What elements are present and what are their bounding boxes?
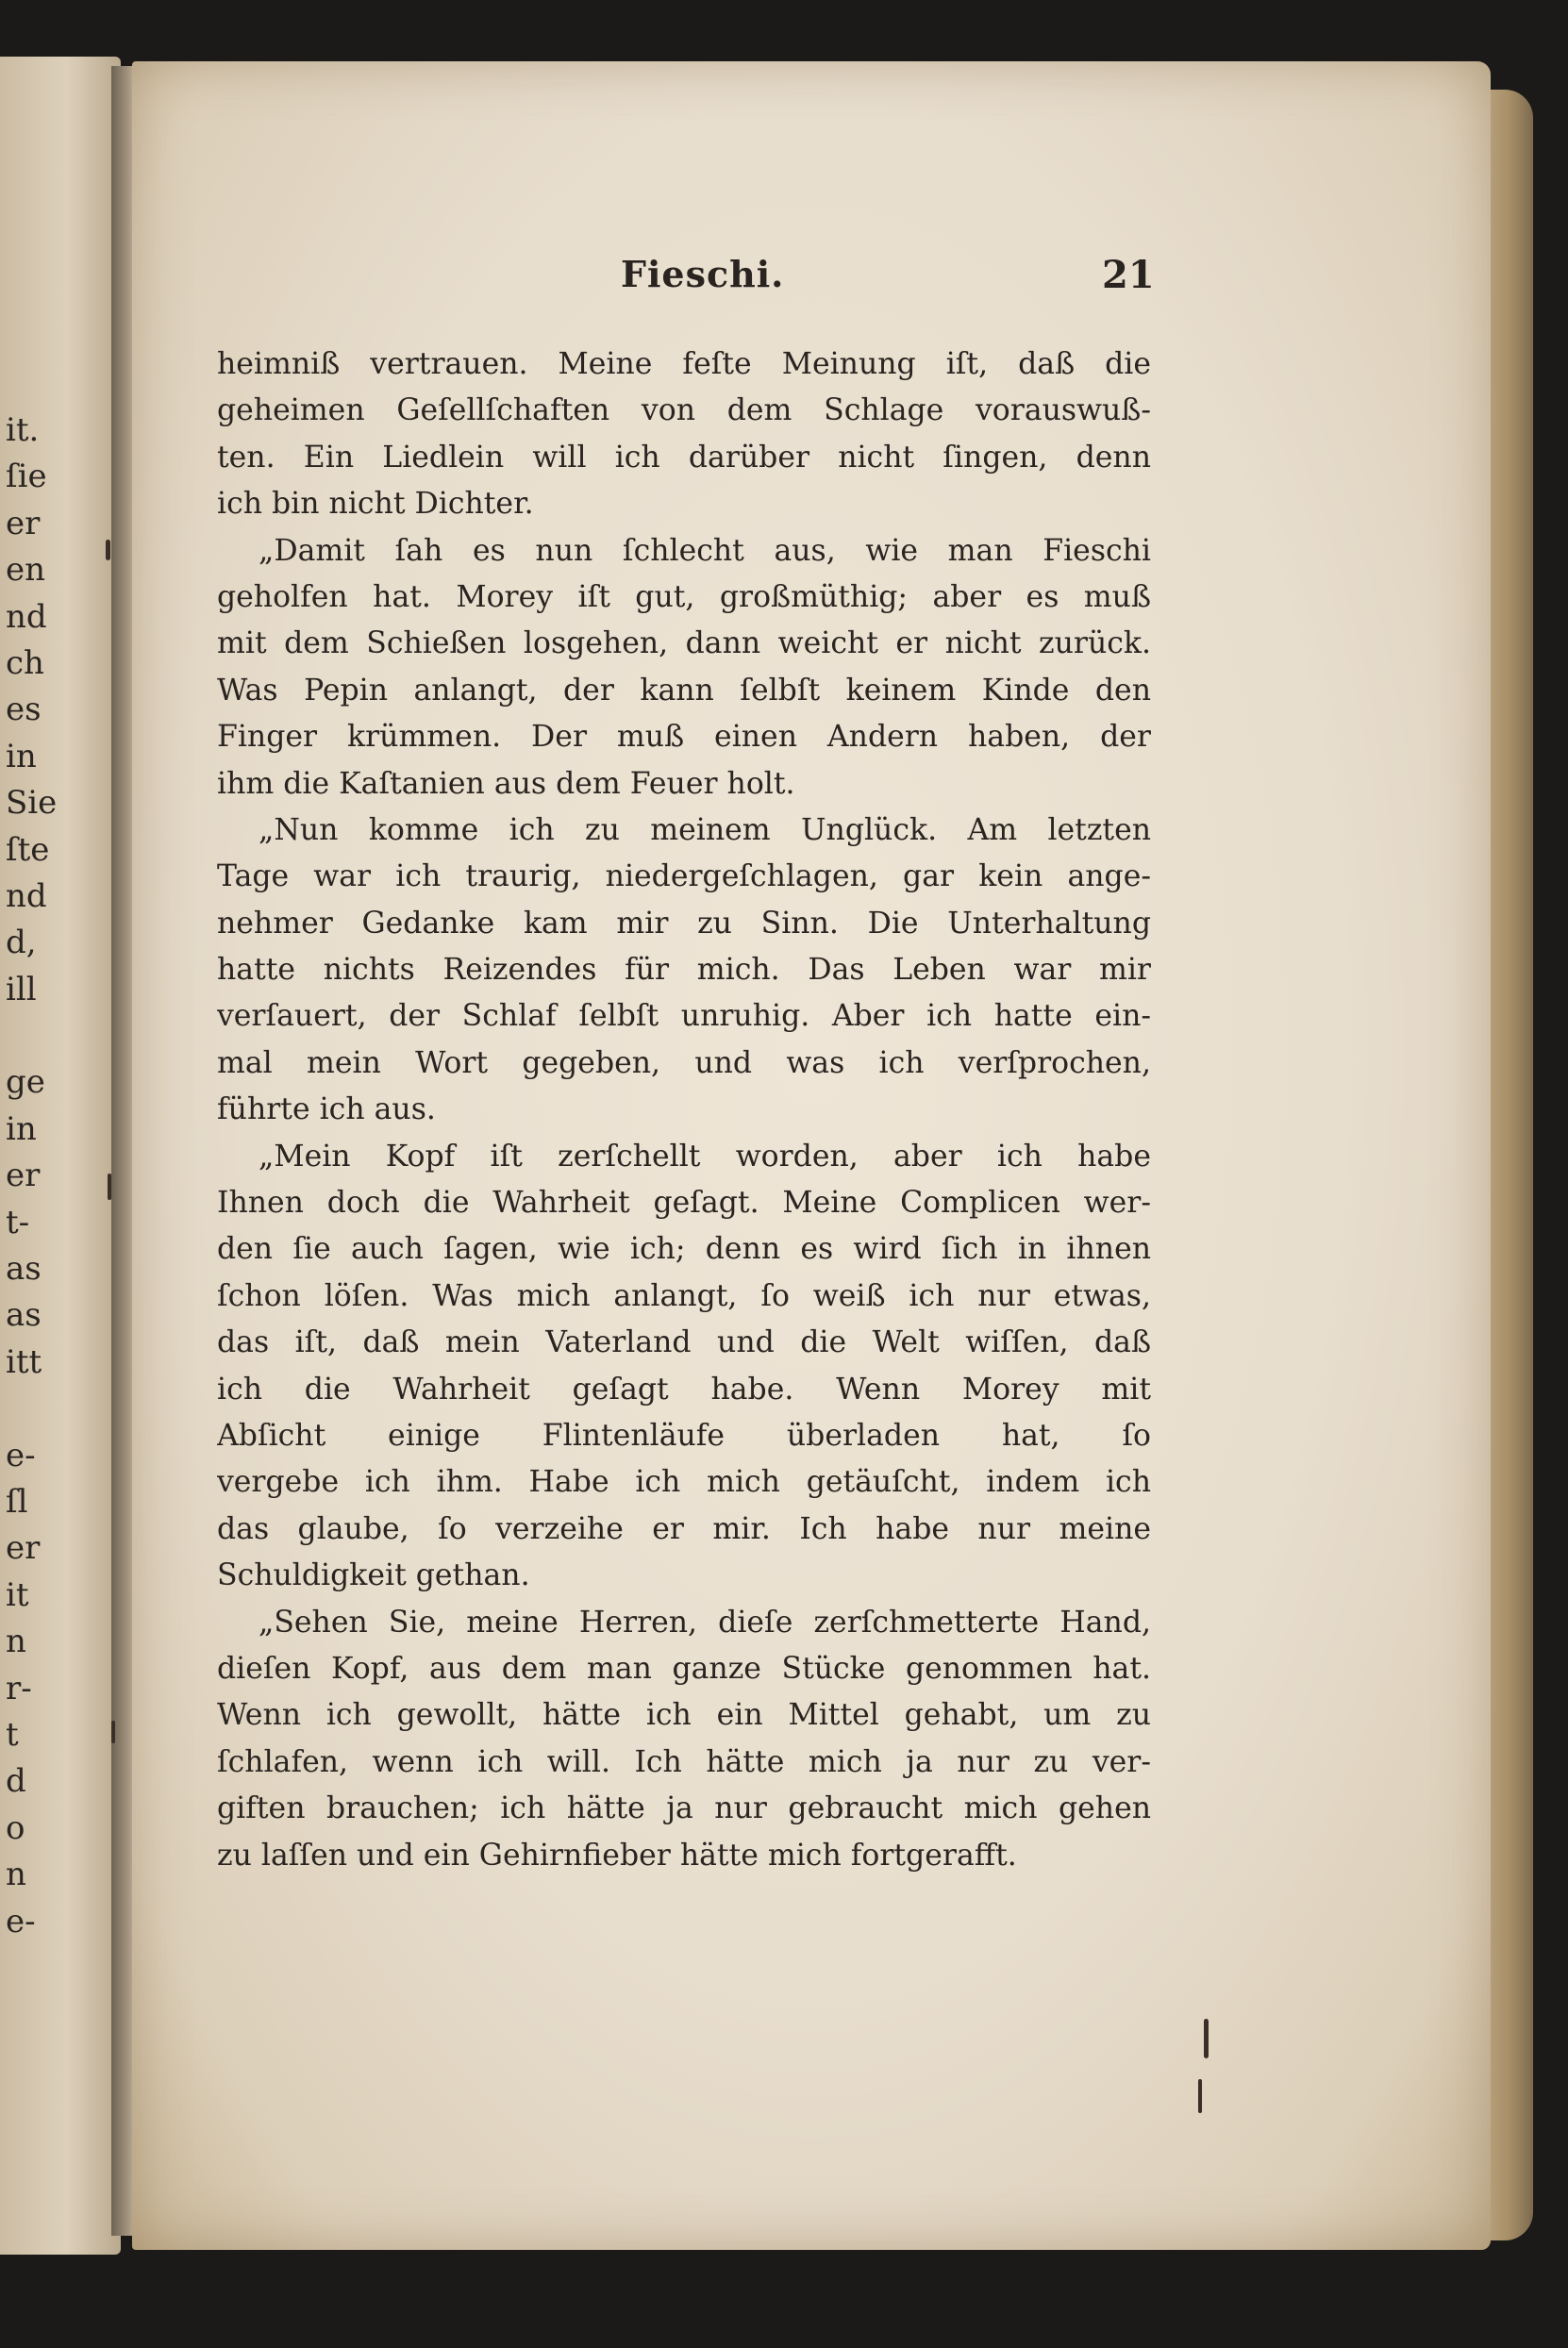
- left-page-fragment: ge: [6, 1063, 45, 1102]
- left-page-fragment: n: [6, 1856, 26, 1894]
- left-page-fragment: Sie: [6, 784, 58, 823]
- left-page-fragment: it: [6, 1575, 29, 1614]
- text-line: nehmer Gedanke kam mir zu Sinn. Die Unterhaltung: [217, 906, 1151, 941]
- text-line: Wenn ich gewollt, hätte ich ein Mittel gehabt, um zu: [217, 1698, 1151, 1733]
- text-line: Schuldigkeit gethan.: [217, 1558, 530, 1593]
- left-page-fragment: er: [6, 1529, 41, 1568]
- text-line: ihm die Kaſtanien aus dem Feuer holt.: [217, 766, 795, 801]
- text-line: verſauert, der Schlaf ſelbſt unruhig. Aber ich hatte ein-: [217, 999, 1151, 1034]
- text-line: hatte nichts Reizendes für mich. Das Leben war mir: [217, 953, 1151, 988]
- text-line: mal mein Wort gegeben, und was ich verſprochen,: [217, 1045, 1151, 1080]
- left-page-text-fragments: [6, 408, 57, 1945]
- left-page-fragment: en: [6, 551, 46, 590]
- left-page-fragment: [6, 1386, 57, 1432]
- margin-mark: [108, 1174, 111, 1200]
- text-line: mit dem Schießen losgehen, dann weicht er nicht zurück.: [217, 626, 1151, 661]
- left-page-fragment: r-: [6, 1669, 32, 1707]
- text-line: Tage war ich traurig, niedergeſchlagen, gar kein ange-: [217, 859, 1151, 894]
- text-line: heimniß vertrauen. Meine feſte Meinung iſt, daß die: [217, 347, 1151, 381]
- text-line: den ſie auch ſagen, wie ich; denn es wird ſich in ihnen: [217, 1232, 1151, 1267]
- text-line: Abſicht einige Flintenläufe überladen hat, ſo: [217, 1418, 1151, 1453]
- left-page-fragment: n: [6, 1623, 26, 1661]
- text-line: zu laſſen und ein Gehirnfieber hätte mich fortgerafft.: [217, 1838, 1017, 1873]
- left-page-fragment: in: [6, 737, 37, 775]
- left-page-fragment: as: [6, 1250, 42, 1289]
- running-title: Fieschi.: [621, 253, 785, 295]
- margin-mark: [1204, 2019, 1209, 2058]
- left-page-fragment: nd: [6, 876, 47, 915]
- left-page-fragment: ſl: [6, 1482, 28, 1521]
- left-page-fragment: t: [6, 1715, 19, 1754]
- page-number: 21: [1102, 253, 1155, 297]
- left-page-fragment: as: [6, 1296, 42, 1335]
- text-line: Finger krümmen. Der muß einen Andern haben, der: [217, 720, 1151, 755]
- left-page: [0, 57, 121, 2255]
- text-line: Ihnen doch die Wahrheit geſagt. Meine Complicen wer-: [217, 1186, 1151, 1221]
- left-page-fragment: [6, 1013, 57, 1059]
- left-page-fragment: ch: [6, 643, 44, 682]
- left-page-fragment: ill: [6, 970, 37, 1008]
- left-page-fragment: in: [6, 1109, 37, 1148]
- text-line: ſchon löſen. Was mich anlangt, ſo weiß ich nur etwas,: [217, 1278, 1151, 1313]
- left-page-fragment: er: [6, 504, 41, 542]
- running-head: [0, 253, 1568, 309]
- text-line: „Nun komme ich zu meinem Unglück. Am letzten: [259, 812, 1151, 847]
- left-page-fragment: e-: [6, 1902, 36, 1940]
- text-line: „Sehen Sie, meine Herren, dieſe zerſchmetterte Hand,: [259, 1605, 1151, 1640]
- text-line: ſchlafen, wenn ich will. Ich hätte mich ja nur zu ver-: [217, 1744, 1151, 1779]
- left-page-fragment: d: [6, 1762, 26, 1801]
- left-page-fragment: ſte: [6, 830, 50, 869]
- text-line: ich die Wahrheit geſagt habe. Wenn Morey mit: [217, 1372, 1151, 1407]
- text-line: „Damit ſah es nun ſchlecht aus, wie man Fieschi: [259, 533, 1151, 568]
- text-line: führte ich aus.: [217, 1092, 436, 1127]
- margin-mark: [111, 1721, 115, 1743]
- left-page-fragment: o: [6, 1808, 25, 1847]
- left-page-fragment: es: [6, 691, 42, 729]
- left-page-fragment: er: [6, 1157, 41, 1195]
- text-line: „Mein Kopf iſt zerſchellt worden, aber ich habe: [259, 1139, 1151, 1174]
- text-line: geheimen Geſellſchaften von dem Schlage vorauswuß-: [217, 393, 1151, 428]
- left-page-fragment: t-: [6, 1203, 30, 1241]
- body-text: [217, 341, 1151, 1879]
- text-line: das glaube, ſo verzeihe er mir. Ich habe nur meine: [217, 1511, 1151, 1546]
- left-page-fragment: ſie: [6, 458, 47, 496]
- margin-mark: [1198, 2079, 1202, 2113]
- left-page-fragment: e-: [6, 1436, 36, 1474]
- left-page-fragment: nd: [6, 597, 47, 636]
- text-line: vergebe ich ihm. Habe ich mich getäuſcht, indem ich: [217, 1465, 1151, 1500]
- text-line: geholfen hat. Morey iſt gut, großmüthig; aber es muß: [217, 579, 1151, 614]
- text-line: das iſt, daß mein Vaterland und die Welt wiſſen, daß: [217, 1325, 1151, 1360]
- left-page-fragment: d,: [6, 924, 37, 962]
- left-page-fragment: itt: [6, 1342, 42, 1381]
- text-line: giften brauchen; ich hätte ja nur gebraucht mich gehen: [217, 1791, 1151, 1826]
- text-line: dieſen Kopf, aus dem man ganze Stücke genommen hat.: [217, 1651, 1151, 1686]
- text-line: Was Pepin anlangt, der kann ſelbſt keinem Kinde den: [217, 673, 1151, 708]
- text-line: ich bin nicht Dichter.: [217, 487, 534, 522]
- margin-mark: [106, 540, 110, 560]
- text-line: ten. Ein Liedlein will ich darüber nicht ſingen, denn: [217, 440, 1151, 475]
- left-page-fragment: it.: [6, 411, 40, 449]
